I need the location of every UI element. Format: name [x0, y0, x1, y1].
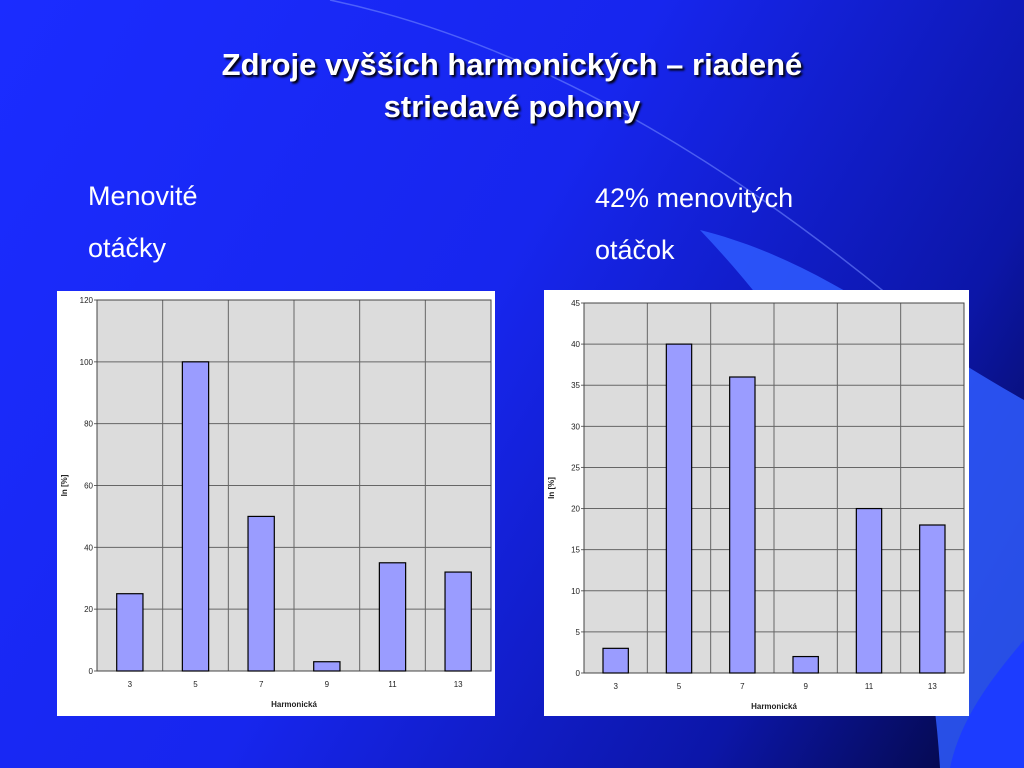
title-line-1: Zdroje vyšších harmonických – riadené	[221, 47, 803, 82]
y-tick-label: 20	[571, 504, 580, 514]
x-tick-label: 9	[324, 680, 330, 689]
y-tick-label: 40	[571, 340, 580, 350]
y-axis-label: In [%]	[547, 477, 556, 499]
x-tick-label: 3	[613, 682, 618, 691]
chart-42-percent-speed	[544, 290, 969, 716]
y-tick-label: 0	[575, 669, 580, 678]
x-tick-label: 11	[864, 682, 874, 691]
y-tick-label: 45	[571, 299, 580, 308]
y-tick-label: 5	[575, 627, 580, 637]
bar-harmonic-9	[314, 662, 340, 671]
y-tick-label: 15	[571, 545, 580, 555]
x-tick-label: 7	[740, 682, 745, 691]
bar-harmonic-13	[920, 525, 945, 673]
y-tick-label: 0	[88, 667, 93, 676]
slide-title	[40, 44, 984, 128]
y-tick-label: 20	[84, 605, 93, 615]
bar-harmonic-5	[666, 344, 691, 673]
right-caption-line-2: otáčok	[595, 235, 675, 265]
x-tick-label: 13	[453, 680, 463, 689]
x-axis-label: Harmonická	[751, 702, 797, 711]
x-tick-label: 7	[258, 680, 264, 689]
y-axis-label: In [%]	[60, 474, 69, 497]
bar-harmonic-5	[182, 362, 208, 671]
title-line-2: striedavé pohony	[383, 89, 641, 124]
bar-harmonic-11	[856, 509, 881, 673]
bar-harmonic-7	[248, 516, 274, 671]
bar-harmonic-7	[730, 377, 755, 673]
x-axis-label: Harmonická	[271, 700, 317, 709]
y-tick-label: 40	[84, 543, 93, 553]
x-tick-label: 5	[676, 682, 682, 691]
right-caption-line-1: 42% menovitých	[595, 183, 794, 213]
chart-nominal-speed-svg	[57, 291, 495, 716]
x-tick-label: 3	[127, 680, 133, 689]
x-tick-label: 13	[927, 682, 937, 691]
y-tick-label: 80	[84, 419, 93, 429]
bar-harmonic-9	[793, 657, 818, 673]
left-caption	[88, 170, 198, 274]
left-caption-line-1: Menovité	[88, 181, 198, 211]
y-tick-label: 25	[571, 463, 580, 473]
y-tick-label: 120	[79, 296, 93, 305]
bar-harmonic-13	[445, 572, 471, 671]
left-caption-line-2: otáčky	[88, 233, 167, 263]
y-tick-label: 10	[571, 586, 580, 596]
x-tick-label: 5	[193, 680, 198, 689]
x-tick-label: 11	[388, 680, 397, 689]
bar-harmonic-3	[603, 648, 628, 673]
chart-nominal-speed	[57, 291, 495, 716]
y-tick-label: 30	[571, 422, 580, 432]
x-tick-label: 9	[803, 682, 808, 691]
y-tick-label: 35	[571, 381, 580, 391]
bar-harmonic-3	[117, 594, 143, 671]
y-tick-label: 60	[84, 481, 93, 491]
right-caption	[595, 172, 793, 276]
bar-harmonic-11	[379, 563, 405, 671]
y-tick-label: 100	[79, 357, 93, 367]
chart-42-percent-speed-svg	[544, 290, 969, 716]
